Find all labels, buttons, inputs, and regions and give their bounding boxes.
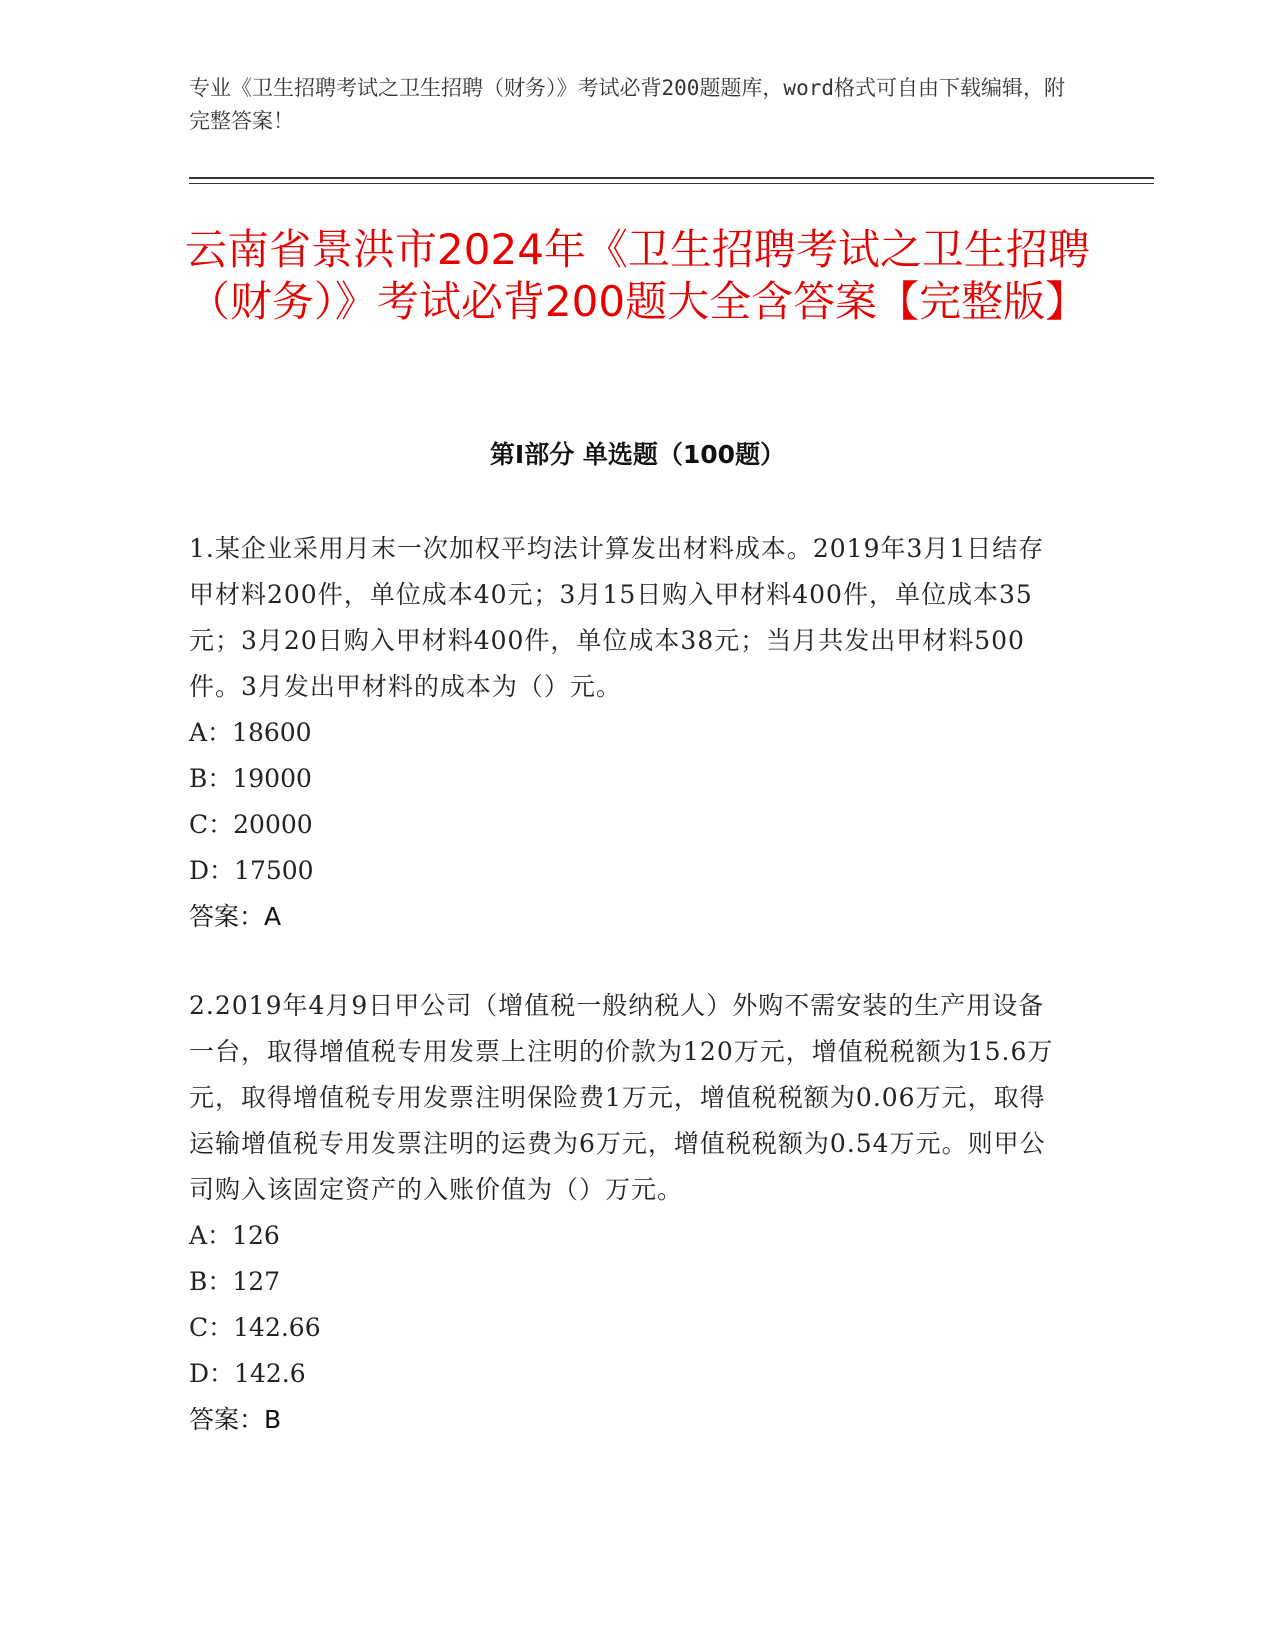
- question-stem: 1.某企业采用月末一次加权平均法计算发出材料成本。2019年3月1日结存甲材料200件，单位成本40元；3月15日购入甲材料400件，单位成本35元；3月20日购入甲材料400件，单位成本38元；当月共发出甲材料500件。3月发出甲材料的成本为（）元。: [189, 534, 1045, 701]
- option-d: D：17500: [189, 856, 314, 885]
- option-d: D：142.6: [189, 1359, 306, 1388]
- option-a: A：18600: [189, 718, 312, 747]
- header-note: 专业《卫生招聘考试之卫生招聘（财务）》考试必背200题题库，word格式可自由下载编辑，附完整答案！: [189, 76, 1065, 133]
- option-c: C：20000: [189, 810, 313, 839]
- answer: 答案：A: [189, 902, 282, 931]
- question-2: [189, 983, 1069, 1443]
- option-b: B：19000: [189, 764, 312, 793]
- question-stem: 2.2019年4月9日甲公司（增值税一般纳税人）外购不需安装的生产用设备一台，取得增值税专用发票上注明的价款为120万元，增值税税额为15.6万元，取得增值税专用发票注明保险费1万元，增值税税额为0.06万元，取得运输增值税专用发票注明的运费为6万元，增值税税额为0.54万元。则甲公司购入该固定资产的入账价值为（）万元。: [189, 991, 1054, 1204]
- question-1: [189, 526, 1069, 940]
- option-b: B：127: [189, 1267, 281, 1296]
- answer: 答案：B: [189, 1405, 282, 1434]
- document-title: 云南省景洪市2024年《卫生招聘考试之卫生招聘（财务）》考试必背200题大全含答案【完整版】: [185, 225, 1090, 326]
- header-rule-thick: [189, 177, 1154, 179]
- section-title: 第I部分 单选题（100题）: [489, 440, 786, 469]
- option-a: A：126: [189, 1221, 280, 1250]
- option-c: C：142.66: [189, 1313, 321, 1342]
- header-rule-thin: [189, 183, 1154, 184]
